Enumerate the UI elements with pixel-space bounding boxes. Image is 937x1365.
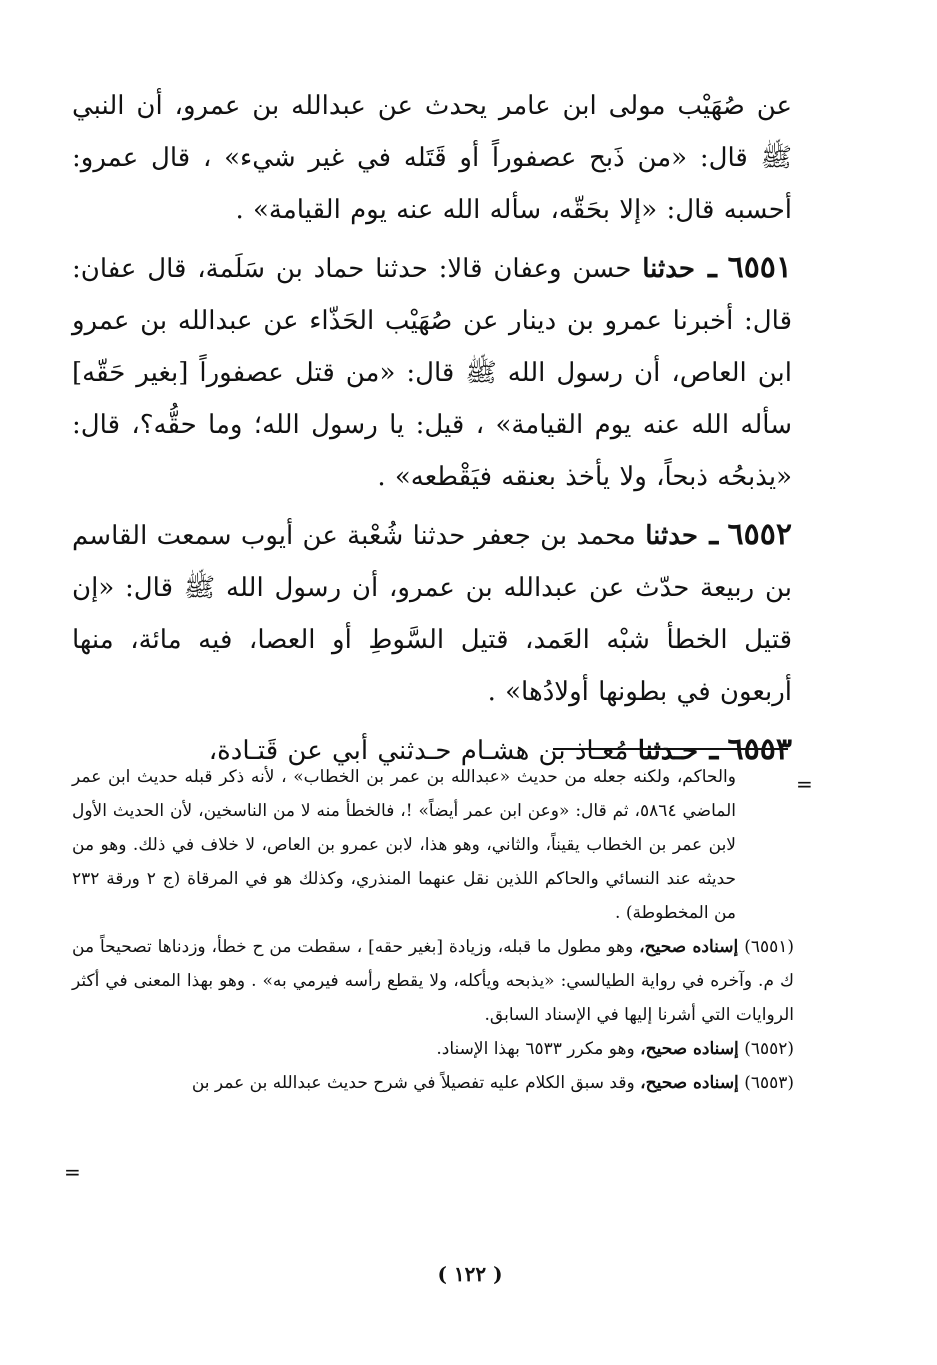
continuation-marker-end: = — [64, 1160, 81, 1184]
paragraph-text: عن صُهَيْب مولى ابن عامر يحدث عن عبدالله بن عمرو، أن النبي ﷺ قال: «من ذَبح عصفوراً أو قَتَله في غير شيء» ، قال عمرو: أحسبه قال: «إلا بحَقّه، سأله الله عنه يوم القيامة» . — [72, 91, 792, 225]
paragraph-text: محمد بن جعفر حدثنا شُعْبة عن أيوب سمعت القاسم بن ربيعة حدّث عن عبدالله بن عمرو، أن رسول الله ﷺ قال: «إن قتيل الخطأ شبْه العَمد، قتيل السَّوطِ أو العصا، فيه مائة، منها أربعون في بطونها أولادُها» . — [72, 521, 792, 707]
paragraph-text: حسن وعفان قالا: حدثنا حماد بن سَلَمة، قال عفان: قال: أخبرنا عمرو بن دينار عن صُهَيْب الحَذّاء عن عبدالله بن عمرو ابن العاص، أن رسول الله ﷺ قال: «من قتل عصفوراً [بغير حَقّه] سأله الله عنه يوم القيامة» ، قيل: يا رسول الله؛ وما حقُّه؟، قال: «يذبحُه ذبحاً، ولا يأخذ بعنقه فيَقْطعه» . — [72, 254, 792, 492]
hadith-paragraph-6551: ٦٥٥١ ـ حدثنا حسن وعفان قالا: حدثنا حماد بن سَلَمة، قال عفان: قال: أخبرنا عمرو بن دينار عن صُهَيْب الحَذّاء عن عبدالله بن عمرو ابن العاص، أن رسول الله ﷺ قال: «من قتل عصفوراً [بغير حَقّه] سأله الله عنه يوم القيامة» ، قيل: يا رسول الله؛ وما حقُّه؟، قال: «يذبحُه ذبحاً، ولا يأخذ بعنقه فيَقْطعه» . — [72, 250, 793, 492]
hadith-number: ٦٥٥١ — [727, 250, 793, 285]
footnote-divider — [553, 748, 788, 750]
footnote-text: وقد سبق الكلام عليه تفصيلاً في شرح حديث عبدالله بن عمر بن — [191, 1073, 635, 1093]
hadith-paragraph-6552: ٦٥٥٢ ـ حدثنا محمد بن جعفر حدثنا شُعْبة عن أيوب سمعت القاسم بن ربيعة حدّث عن عبدالله بن عمرو، أن رسول الله ﷺ قال: «إن قتيل الخطأ شبْه العَمد، قتيل السَّوطِ أو العصا، فيه مائة، منها أربعون في بطونها أولادُها» . — [72, 517, 792, 707]
hadith-lead-word: حـدثنا — [637, 736, 699, 766]
footnote-number: (٦٥٥٣) — [744, 1073, 794, 1093]
continuation-marker: = — [796, 772, 813, 796]
hadith-lead-word: حدثنا — [645, 521, 698, 551]
footnote-lead: إسناده صحيح، — [640, 1073, 739, 1093]
footnote-6552 — [72, 1032, 794, 1066]
footnote-lead: إسناده صحيح، — [640, 1039, 739, 1059]
footnote-6551 — [72, 930, 794, 1032]
footnote-lead: إسناده صحيح، — [639, 937, 739, 957]
footnote-continued — [72, 760, 794, 930]
hadith-paragraph-continued — [72, 80, 792, 236]
page-number: ( ١٢٢ ) — [437, 1262, 503, 1286]
footnote-text: والحاكم، ولكنه جعله من حديث «عبدالله بن عمر بن الخطاب» ، لأنه ذكر قبله حديث ابن عمر الماضي ٥٨٦٤، ثم قال: «وعن ابن عمر أيضاً» !، فالخطأ منه لا من الناسخين، لأن الحديث الأول لابن عمر بن الخطاب يقيناً، والثاني، وهو هذا، لابن عمرو بن العاص، لا خلاف في ذلك. وهو من حديثه عند النسائي والحاكم اللذين نقل عنهما المنذري، وكذلك هو في المرقاة (ج ٢ ورقة ٢٣٢ من المخطوطة) . — [72, 767, 737, 923]
hadith-number: ٦٥٥٢ — [727, 517, 792, 552]
footnote-text: وهو مطول ما قبله، وزيادة [بغير حقه] ، سقطت من ح خطأ، وزدناها تصحيحاً من ك م. وآخره في رواية الطيالسي: «يذبحه ويأكله، ولا يقطع رأسه فيرمي به» . وهو بهذا المعنى في أكثر الروايات التي أشرنا إليها في الإسناد السابق. — [72, 937, 794, 1025]
hadith-text-block — [72, 80, 792, 783]
hadith-lead-word: حدثنا — [642, 254, 695, 284]
footnote-number: (٦٥٥١) — [744, 937, 794, 957]
footnote-number: (٦٥٥٢) — [744, 1039, 794, 1059]
footnote-text: وهو مكرر ٦٥٣٣ بهذا الإسناد. — [436, 1039, 635, 1059]
paragraph-text: مُعـاذ بن هشـام حـدثني أبي عن قَتـادة، — [208, 736, 629, 766]
footnotes-block — [72, 760, 794, 1100]
footnote-6553 — [72, 1066, 794, 1100]
hadith-number: ٦٥٥٣ — [727, 732, 792, 767]
hadith-paragraph-6553: ٦٥٥٣ ـ حـدثنا مُعـاذ بن هشـام حـدثني أبي عن قَتـادة، — [208, 732, 792, 767]
